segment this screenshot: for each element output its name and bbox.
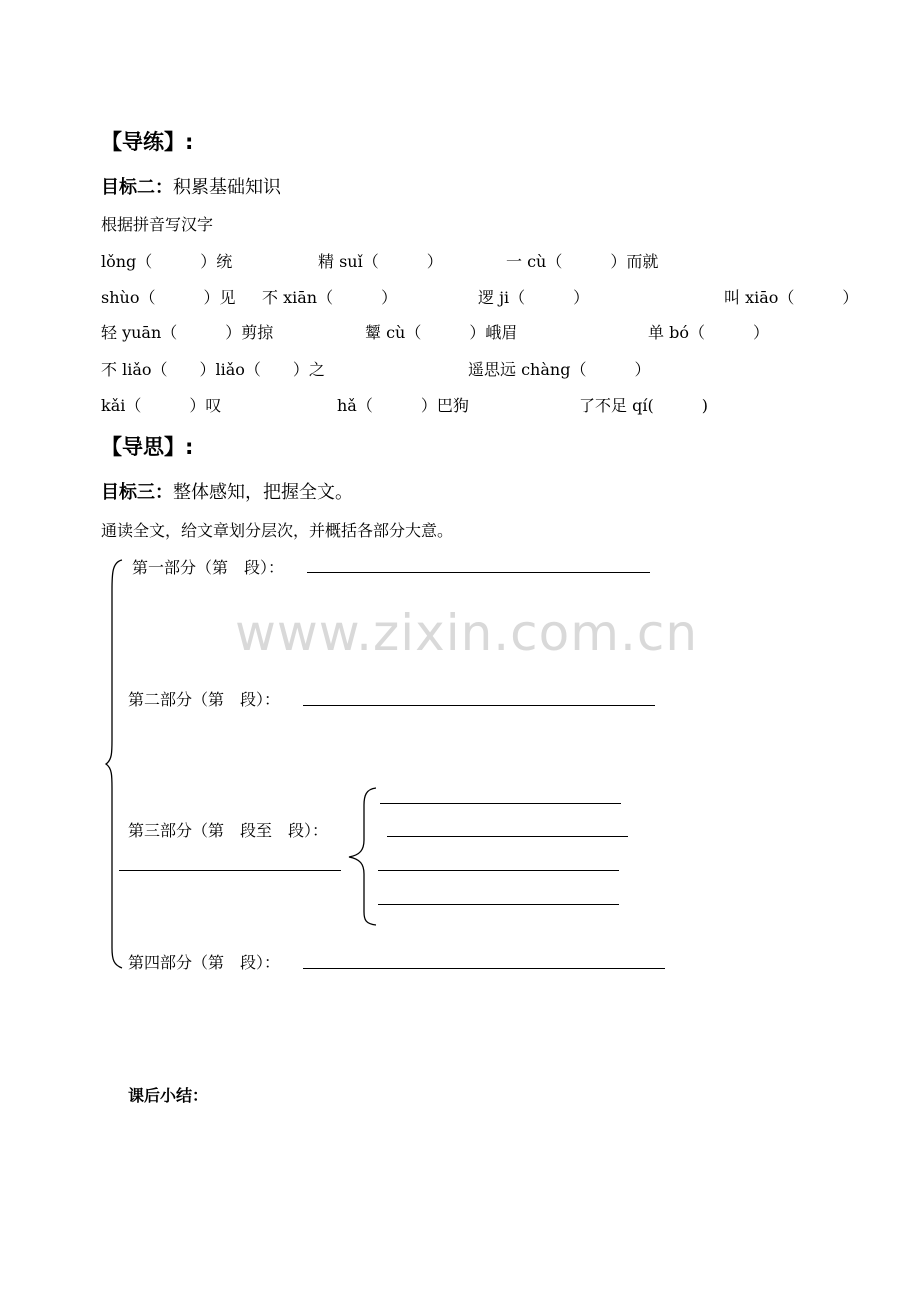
part-two-label: 第二部分（第 段）：: [128, 690, 281, 709]
pinyin-item: 了不足 qí( ): [579, 396, 708, 415]
pinyin-item: hǎ（ ）巴狗: [337, 396, 469, 415]
pinyin-item: lǒng（ ）统: [101, 252, 233, 271]
goal-three-text: 整体感知，把握全文。: [173, 482, 353, 503]
instruction-pinyin: 根据拼音写汉字: [101, 215, 214, 234]
pinyin-item: 一 cù（ ）而就: [506, 252, 659, 271]
watermark: www.zixin.com.cn: [235, 604, 699, 662]
small-brace-icon: [349, 788, 376, 925]
section-title-daolian: 【导练】:: [101, 130, 194, 154]
pinyin-item: shùo（ ）见: [101, 288, 236, 307]
pinyin-item: 颦 cù（ ）峨眉: [365, 323, 518, 342]
goal-three-label: 目标三：: [101, 482, 173, 503]
pinyin-item: 遥思远 chàng（ ）: [468, 360, 651, 379]
pinyin-item: 轻 yuān（ ）剪掠: [101, 323, 274, 342]
pinyin-item: 不 xiān（ ）: [262, 288, 398, 307]
pinyin-item: 叫 xiāo（ ）: [724, 288, 859, 307]
pinyin-item: kǎi（ ）叹: [101, 396, 222, 415]
part-four-label: 第四部分（第 段）：: [128, 953, 281, 972]
large-brace-icon: [106, 560, 122, 968]
goal-two-label: 目标二：: [101, 177, 173, 198]
section-title-daosi: 【导思】:: [101, 435, 194, 459]
instruction-structure: 通读全文，给文章划分层次，并概括各部分大意。: [101, 521, 454, 540]
summary-label: 课后小结：: [128, 1086, 209, 1105]
pinyin-item: 精 suǐ（ ）: [318, 252, 443, 271]
goal-two-text: 积累基础知识: [173, 177, 281, 198]
part-three-label: 第三部分（第 段至 段）：: [128, 821, 329, 840]
pinyin-item: 单 bó（ ）: [648, 323, 769, 342]
pinyin-item: 逻 ji（ ）: [478, 288, 590, 307]
pinyin-item: 不 liǎo（ ）liǎo（ ）之: [101, 360, 325, 379]
part-one-label: 第一部分（第 段）：: [132, 558, 285, 577]
